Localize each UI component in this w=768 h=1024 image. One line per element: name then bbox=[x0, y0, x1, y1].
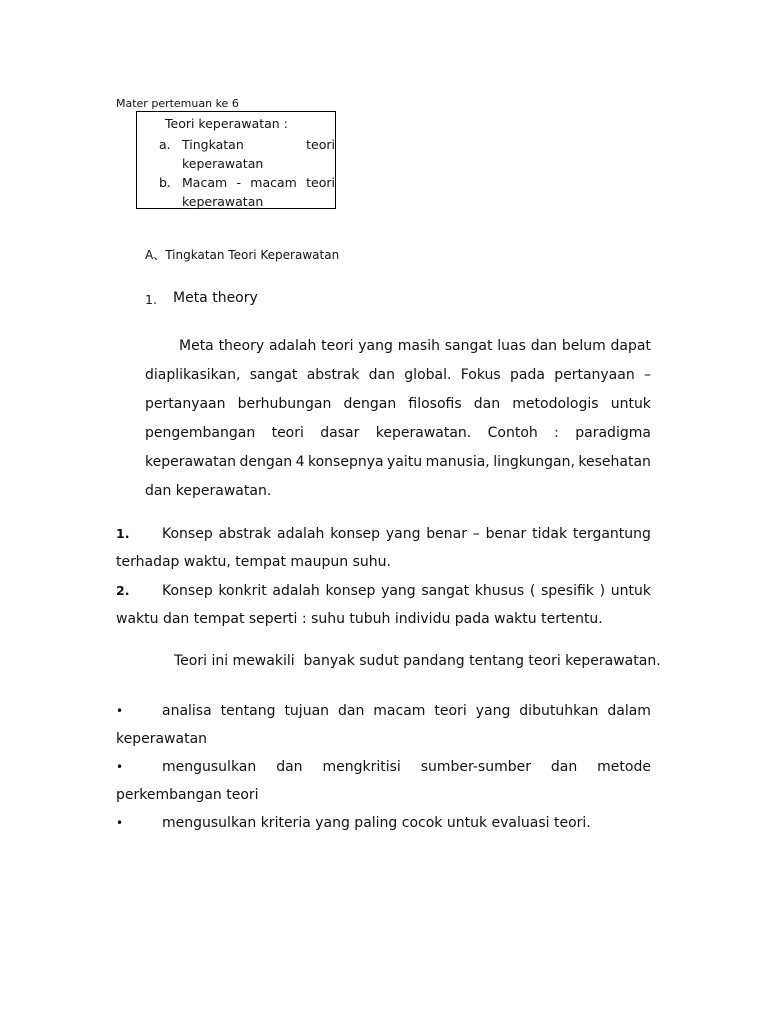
topic-box bbox=[136, 111, 336, 209]
bullet-line bbox=[116, 697, 651, 725]
word: konkrit bbox=[218, 583, 267, 599]
word: paradigma bbox=[575, 425, 651, 441]
word: dalam bbox=[607, 703, 651, 719]
word: sangat bbox=[249, 367, 298, 383]
word: keperawatan bbox=[145, 454, 237, 470]
word: abstrak bbox=[306, 367, 360, 383]
word: dan bbox=[530, 338, 558, 354]
word: - bbox=[236, 175, 241, 190]
topic-box-title: Teori keperawatan : bbox=[165, 116, 288, 131]
word: theory bbox=[218, 338, 265, 354]
numbered-line bbox=[116, 520, 651, 548]
word: dengan bbox=[343, 396, 397, 412]
number-marker: 1. bbox=[116, 526, 130, 541]
topic-line bbox=[182, 135, 335, 154]
meeting-label: Mater pertemuan ke 6 bbox=[116, 97, 239, 110]
paragraph-line bbox=[145, 332, 651, 361]
word: yaitu bbox=[387, 454, 423, 470]
word: sangat bbox=[421, 583, 470, 599]
word: abstrak bbox=[218, 526, 272, 542]
bullet-item-1 bbox=[116, 697, 651, 753]
numbered-item-1 bbox=[116, 520, 651, 576]
word: konsep bbox=[330, 526, 381, 542]
topic-line: keperawatan bbox=[182, 156, 264, 171]
word: yang bbox=[385, 526, 421, 542]
bullet-item-3 bbox=[116, 809, 651, 837]
section-heading: A、Tingkatan Teori Keperawatan bbox=[145, 248, 340, 262]
word: khusus bbox=[474, 583, 525, 599]
word: dibutuhkan bbox=[519, 703, 599, 719]
bullet-line bbox=[116, 753, 651, 781]
paragraph-line bbox=[145, 477, 651, 506]
word: sangat bbox=[444, 338, 493, 354]
bullet-line: perkembangan teori bbox=[116, 787, 259, 803]
bullet-line: keperawatan bbox=[116, 731, 208, 747]
word: ) bbox=[599, 583, 606, 599]
numbered-line: terhadap waktu, tempat maupun suhu. bbox=[116, 554, 391, 570]
word: diaplikasikan, bbox=[145, 367, 241, 383]
word: Macam bbox=[182, 175, 228, 190]
bullet-dot: • bbox=[116, 704, 124, 718]
topic-marker: a. bbox=[159, 137, 171, 152]
word: dan keperawatan. bbox=[145, 483, 272, 499]
word: metode bbox=[597, 759, 651, 775]
numbered-line bbox=[116, 577, 651, 605]
word: adalah bbox=[268, 338, 317, 354]
word: – bbox=[472, 526, 480, 542]
word: masih bbox=[397, 338, 440, 354]
line-words bbox=[162, 577, 651, 605]
word: dapat bbox=[610, 338, 651, 354]
word: teori bbox=[271, 425, 304, 441]
word: untuk bbox=[610, 583, 651, 599]
paragraph-line bbox=[145, 419, 651, 448]
word: Contoh bbox=[487, 425, 538, 441]
word: dan bbox=[337, 703, 365, 719]
word: mengusulkan bbox=[162, 759, 257, 775]
word: dan bbox=[473, 396, 501, 412]
word: teori bbox=[434, 703, 467, 719]
topic-line bbox=[182, 173, 335, 192]
word: – bbox=[644, 367, 651, 383]
word: pada bbox=[509, 367, 545, 383]
word: belum bbox=[561, 338, 606, 354]
word: pengembangan bbox=[145, 425, 256, 441]
word: spesifik bbox=[541, 583, 594, 599]
numbered-line: waktu dan tempat seperti : suhu tubuh individu pada waktu tertentu. bbox=[116, 611, 603, 627]
word: untuk bbox=[610, 396, 651, 412]
word: tentang bbox=[220, 703, 276, 719]
word: yang bbox=[381, 583, 416, 599]
word: 4 bbox=[295, 454, 305, 470]
paragraph-line bbox=[145, 390, 651, 419]
topic-line: keperawatan bbox=[182, 194, 264, 209]
word: global. bbox=[404, 367, 452, 383]
word: Meta bbox=[179, 338, 214, 354]
meta-paragraph bbox=[145, 332, 651, 506]
word: Tingkatan bbox=[182, 137, 244, 152]
word: mengkritisi bbox=[322, 759, 401, 775]
bullet-item-2 bbox=[116, 753, 651, 809]
word: metodologis bbox=[512, 396, 599, 412]
word: teori bbox=[306, 137, 335, 152]
word: dan bbox=[276, 759, 303, 775]
word: benar bbox=[485, 526, 527, 542]
word: dasar bbox=[320, 425, 360, 441]
word: mengusulkan kriteria yang paling cocok untuk evaluasi teori. bbox=[162, 815, 591, 831]
word: dengan bbox=[239, 454, 293, 470]
word: macam bbox=[373, 703, 426, 719]
word: adalah bbox=[277, 526, 325, 542]
word: : bbox=[554, 425, 559, 441]
topic-marker: b. bbox=[159, 175, 171, 190]
word: tujuan bbox=[284, 703, 330, 719]
number-marker: 2. bbox=[116, 583, 130, 598]
word: analisa bbox=[162, 703, 212, 719]
word: dan bbox=[550, 759, 578, 775]
word: Fokus bbox=[460, 367, 501, 383]
word: yang bbox=[358, 338, 393, 354]
line-words bbox=[162, 809, 651, 837]
word: yang bbox=[475, 703, 511, 719]
line-words bbox=[162, 697, 651, 725]
word: Konsep bbox=[162, 526, 213, 542]
numbered-item-2 bbox=[116, 577, 651, 633]
word: tergantung bbox=[572, 526, 651, 542]
word: luas bbox=[497, 338, 526, 354]
word: keperawatan. bbox=[375, 425, 472, 441]
bullet-line bbox=[116, 809, 651, 837]
word: berhubungan bbox=[237, 396, 332, 412]
word: benar bbox=[426, 526, 467, 542]
word: teori bbox=[306, 175, 335, 190]
line-words bbox=[162, 520, 651, 548]
word: konsep bbox=[325, 583, 376, 599]
word: teori bbox=[321, 338, 354, 354]
word: macam bbox=[250, 175, 297, 190]
subheading-marker: 1. bbox=[145, 292, 157, 307]
word: lingkungan, bbox=[493, 454, 575, 470]
word: tidak bbox=[532, 526, 568, 542]
word: sumber-sumber bbox=[420, 759, 531, 775]
bullet-dot: • bbox=[116, 760, 124, 774]
word: konsepnya bbox=[307, 454, 384, 470]
word: adalah bbox=[272, 583, 320, 599]
word: dan bbox=[368, 367, 396, 383]
word: manusia, bbox=[425, 454, 490, 470]
word: Konsep bbox=[162, 583, 213, 599]
word: filosofis bbox=[408, 396, 462, 412]
subheading-text: Meta theory bbox=[173, 290, 258, 306]
summary-sentence: Teori ini mewakili banyak sudut pandang tentang teori keperawatan. bbox=[174, 653, 661, 669]
paragraph-line bbox=[145, 361, 651, 390]
word: pertanyaan bbox=[145, 396, 226, 412]
word: kesehatan bbox=[578, 454, 651, 470]
line-words bbox=[162, 753, 651, 781]
paragraph-line bbox=[145, 448, 651, 477]
word: pertanyaan bbox=[554, 367, 635, 383]
bullet-dot: • bbox=[116, 816, 124, 830]
word: ( bbox=[529, 583, 536, 599]
